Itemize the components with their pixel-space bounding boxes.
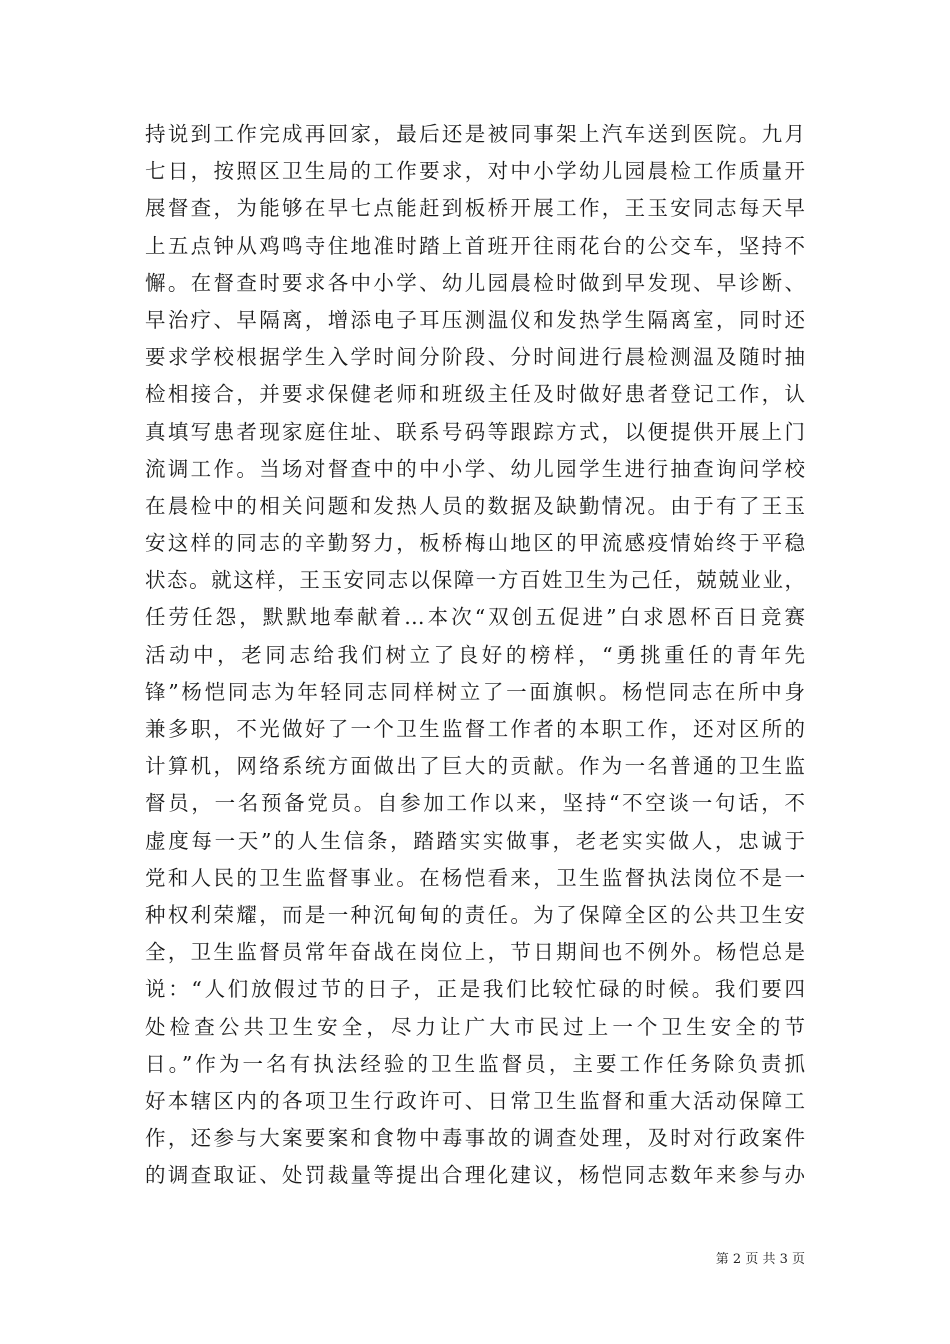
text-line: 计算机，网络系统方面做出了巨大的贡献。作为一名普通的卫生监 bbox=[145, 754, 805, 779]
text-line: 好本辖区内的各项卫生行政许可、日常卫生监督和重大活动保障工 bbox=[145, 1088, 805, 1113]
text-line: 的调查取证、处罚裁量等提出合理化建议，杨恺同志数年来参与办 bbox=[145, 1163, 805, 1188]
page-number-footer: 第 2 页 共 3 页 bbox=[715, 1252, 805, 1267]
text-line: 全，卫生监督员常年奋战在岗位上，节日期间也不例外。杨恺总是 bbox=[145, 940, 805, 965]
text-line: 活动中，老同志给我们树立了良好的榜样，“勇挑重任的青年先 bbox=[145, 642, 805, 667]
text-line: 安这样的同志的辛勤努力，板桥梅山地区的甲流感疫情始终于平稳 bbox=[145, 531, 805, 556]
text-line: 兼多职，不光做好了一个卫生监督工作者的本职工作，还对区所的 bbox=[145, 717, 805, 741]
text-line: 懈。在督查时要求各中小学、幼儿园晨检时做到早发现、早诊断、 bbox=[145, 270, 805, 295]
text-line: 在晨检中的相关问题和发热人员的数据及缺勤情况。由于有了王玉 bbox=[145, 493, 805, 518]
text-line: 展督查，为能够在早七点能赶到板桥开展工作，王玉安同志每天早 bbox=[145, 196, 805, 221]
text-line: 早治疗、早隔离，增添电子耳压测温仪和发热学生隔离室，同时还 bbox=[145, 307, 805, 332]
text-line: 要求学校根据学生入学时间分阶段、分时间进行晨检测温及随时抽 bbox=[145, 345, 805, 370]
text-line: 检相接合，并要求保健老师和班级主任及时做好患者登记工作，认 bbox=[145, 382, 805, 407]
text-line: 状态。就这样，王玉安同志以保障一方百姓卫生为己任，兢兢业业， bbox=[145, 568, 805, 593]
body-text bbox=[145, 116, 805, 1194]
text-line: 上五点钟从鸡鸣寺住地准时踏上首班开往雨花台的公交车，坚持不 bbox=[145, 233, 805, 258]
text-line: 种权利荣耀，而是一种沉甸甸的责任。为了保障全区的公共卫生安 bbox=[145, 902, 805, 927]
text-line: 说：“人们放假过节的日子，正是我们比较忙碌的时候。我们要四 bbox=[145, 977, 805, 1002]
text-line: 作，还参与大案要案和食物中毒事故的调查处理，及时对行政案件 bbox=[145, 1126, 805, 1151]
text-line: 任劳任怨，默默地奉献着…本次“双创五促进”白求恩杯百日竞赛 bbox=[145, 605, 805, 630]
text-line: 持说到工作完成再回家，最后还是被同事架上汽车送到医院。九月 bbox=[145, 122, 805, 146]
text-line: 虚度每一天”的人生信条，踏踏实实做事，老老实实做人，忠诚于 bbox=[145, 828, 805, 853]
text-line: 流调工作。当场对督查中的中小学、幼儿园学生进行抽查询问学校 bbox=[145, 456, 805, 481]
text-line: 日。”作为一名有执法经验的卫生监督员，主要工作任务除负责抓 bbox=[145, 1051, 805, 1076]
text-line: 党和人民的卫生监督事业。在杨恺看来，卫生监督执法岗位不是一 bbox=[145, 865, 805, 890]
text-line: 真填写患者现家庭住址、联系号码等跟踪方式，以便提供开展上门 bbox=[145, 419, 805, 444]
text-line: 督员，一名预备党员。自参加工作以来，坚持“不空谈一句话，不 bbox=[145, 791, 805, 816]
text-line: 处检查公共卫生安全，尽力让广大市民过上一个卫生安全的节 bbox=[145, 1014, 805, 1039]
text-line: 七日，按照区卫生局的工作要求，对中小学幼儿园晨检工作质量开 bbox=[145, 159, 805, 184]
text-line: 锋”杨恺同志为年轻同志同样树立了一面旗帜。杨恺同志在所中身 bbox=[145, 679, 805, 704]
